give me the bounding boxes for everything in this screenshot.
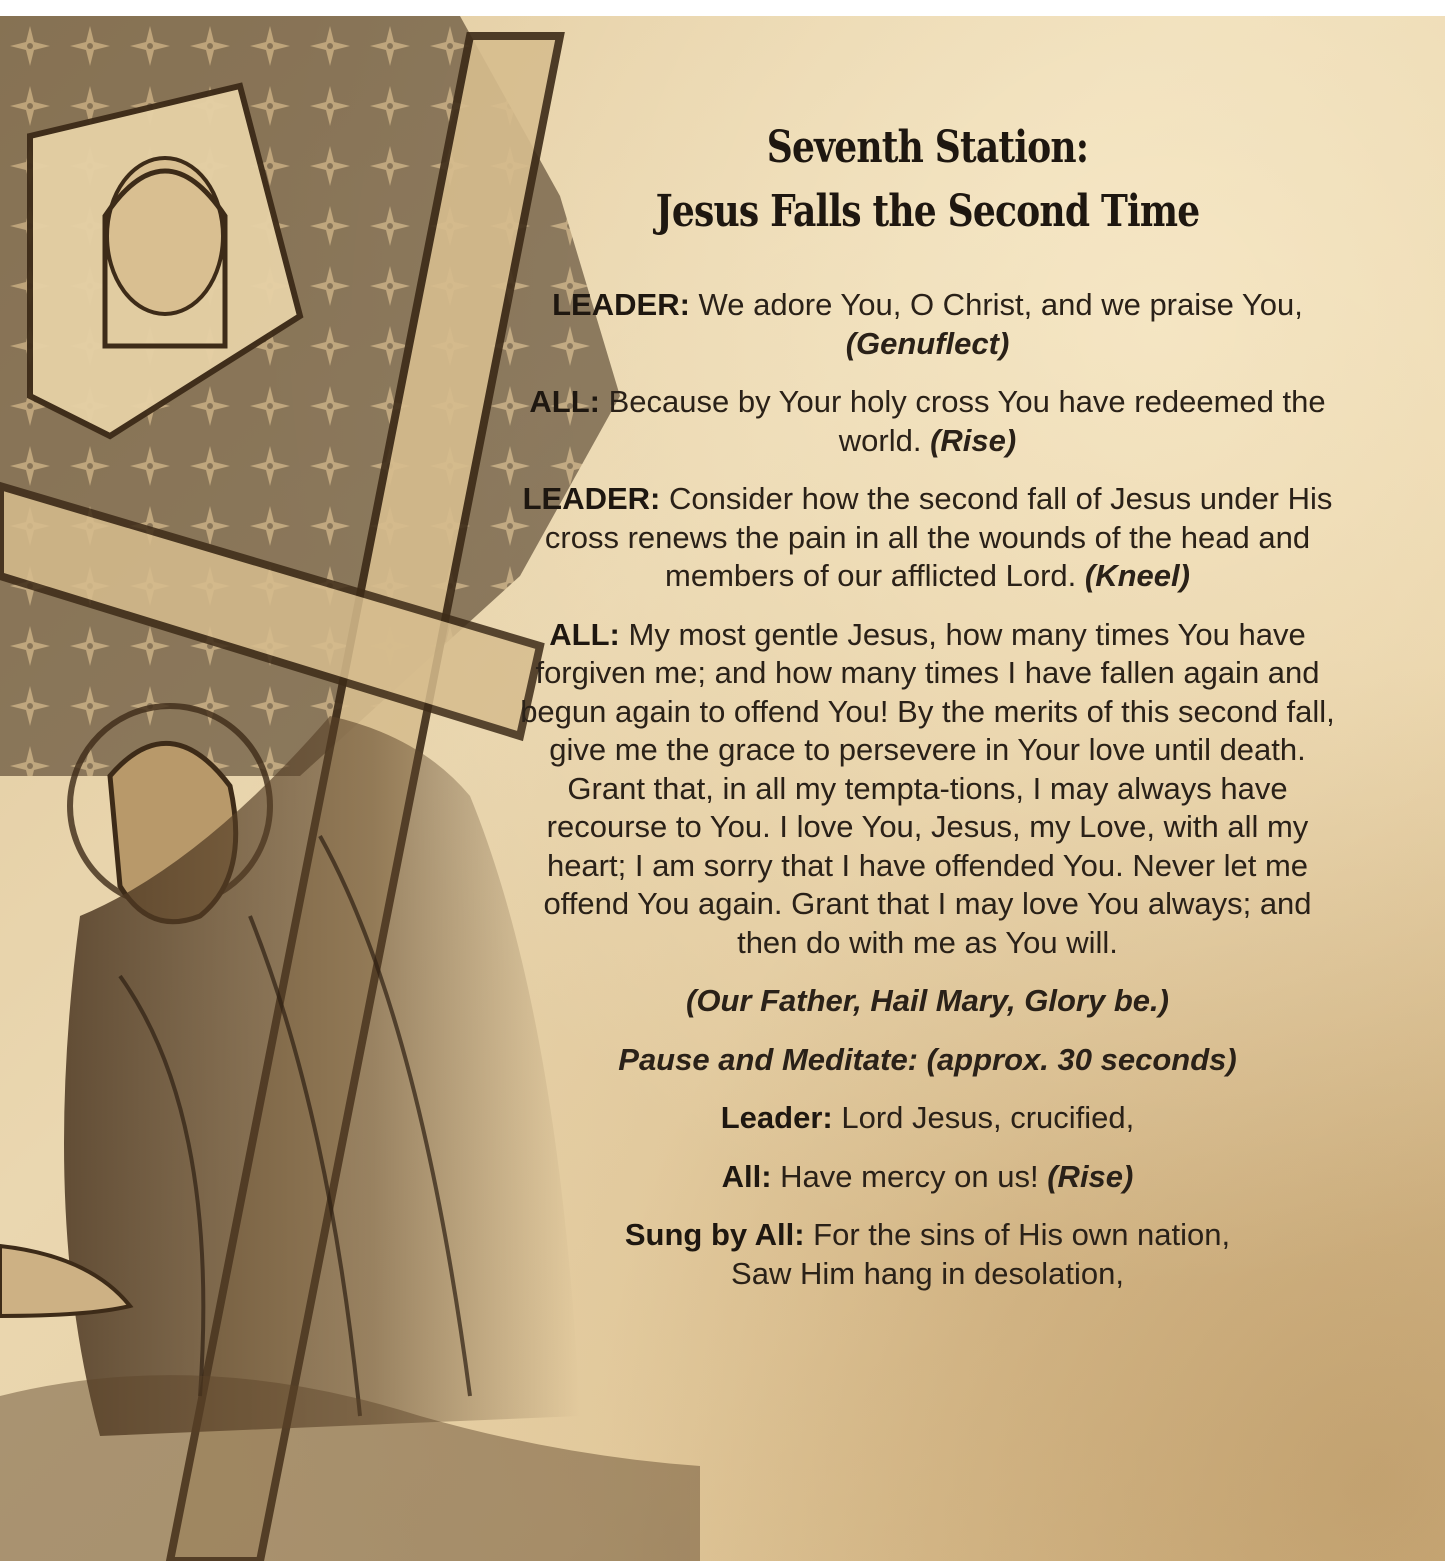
prayer-text: Because by Your holy cross You have redeemed the world.	[608, 384, 1326, 458]
prayer-block-4	[520, 616, 1335, 963]
title-line-2: Jesus Falls the Second Time	[655, 186, 1200, 237]
prayer-text-column	[520, 116, 1335, 1313]
prayer-block-all-response	[520, 1158, 1335, 1197]
speaker-label: Sung by All:	[624, 1217, 805, 1252]
prayer-text: We adore You, O Christ, and we praise You,	[698, 287, 1303, 322]
speaker-label: LEADER:	[522, 481, 661, 516]
prayer-block-2	[520, 383, 1335, 460]
speaker-label: ALL:	[529, 384, 600, 419]
pause-instruction: Pause and Meditate: (approx. 30 seconds)	[618, 1041, 1237, 1077]
hymn-line-1: For the sins of His own nation,	[813, 1217, 1231, 1252]
stage-direction: (Kneel)	[1084, 558, 1190, 593]
hymn-block	[520, 1216, 1335, 1293]
prayers-list: (Our Father, Hail Mary, Glory be.)	[686, 983, 1169, 1018]
prayer-text: Lord Jesus, crucified,	[841, 1100, 1135, 1135]
stage-direction: (Genuflect)	[845, 325, 1010, 361]
prayer-text: Consider how the second fall of Jesus under His cross renews the pain in all the wounds of the head and members of our afflicted Lord.	[544, 481, 1333, 593]
speaker-label: All:	[721, 1158, 772, 1194]
prayer-text: Have mercy on us!	[780, 1158, 1039, 1194]
prayer-page	[0, 16, 1445, 1561]
title-line-1: Seventh Station:	[766, 122, 1089, 173]
speaker-label: LEADER:	[552, 287, 690, 322]
prayer-block-3	[520, 480, 1335, 596]
hymn-line-2: Saw Him hang in desolation,	[731, 1255, 1124, 1291]
station-title	[520, 116, 1335, 244]
stage-direction: (Rise)	[1047, 1158, 1134, 1194]
prayer-block-leader-response	[520, 1099, 1335, 1138]
prayer-block-1	[520, 286, 1335, 363]
prayer-text: My most gentle Jesus, how many times You have forgiven me; and how many times I have fallen again and begun again to offend You! By the merits of this second fall, give me the grace to persevere in Your love until death. Grant that, in all my tempta-tions, I may always have recourse to You. I love You, Jesus, my Love, with all my heart; I am sorry that I have offended You. Never let me offend You again. Grant that I may love You always; and then do with me as You will.	[520, 616, 1335, 960]
speaker-label: ALL:	[549, 616, 620, 652]
speaker-label: Leader:	[720, 1100, 833, 1135]
stage-direction: (Rise)	[930, 422, 1017, 458]
